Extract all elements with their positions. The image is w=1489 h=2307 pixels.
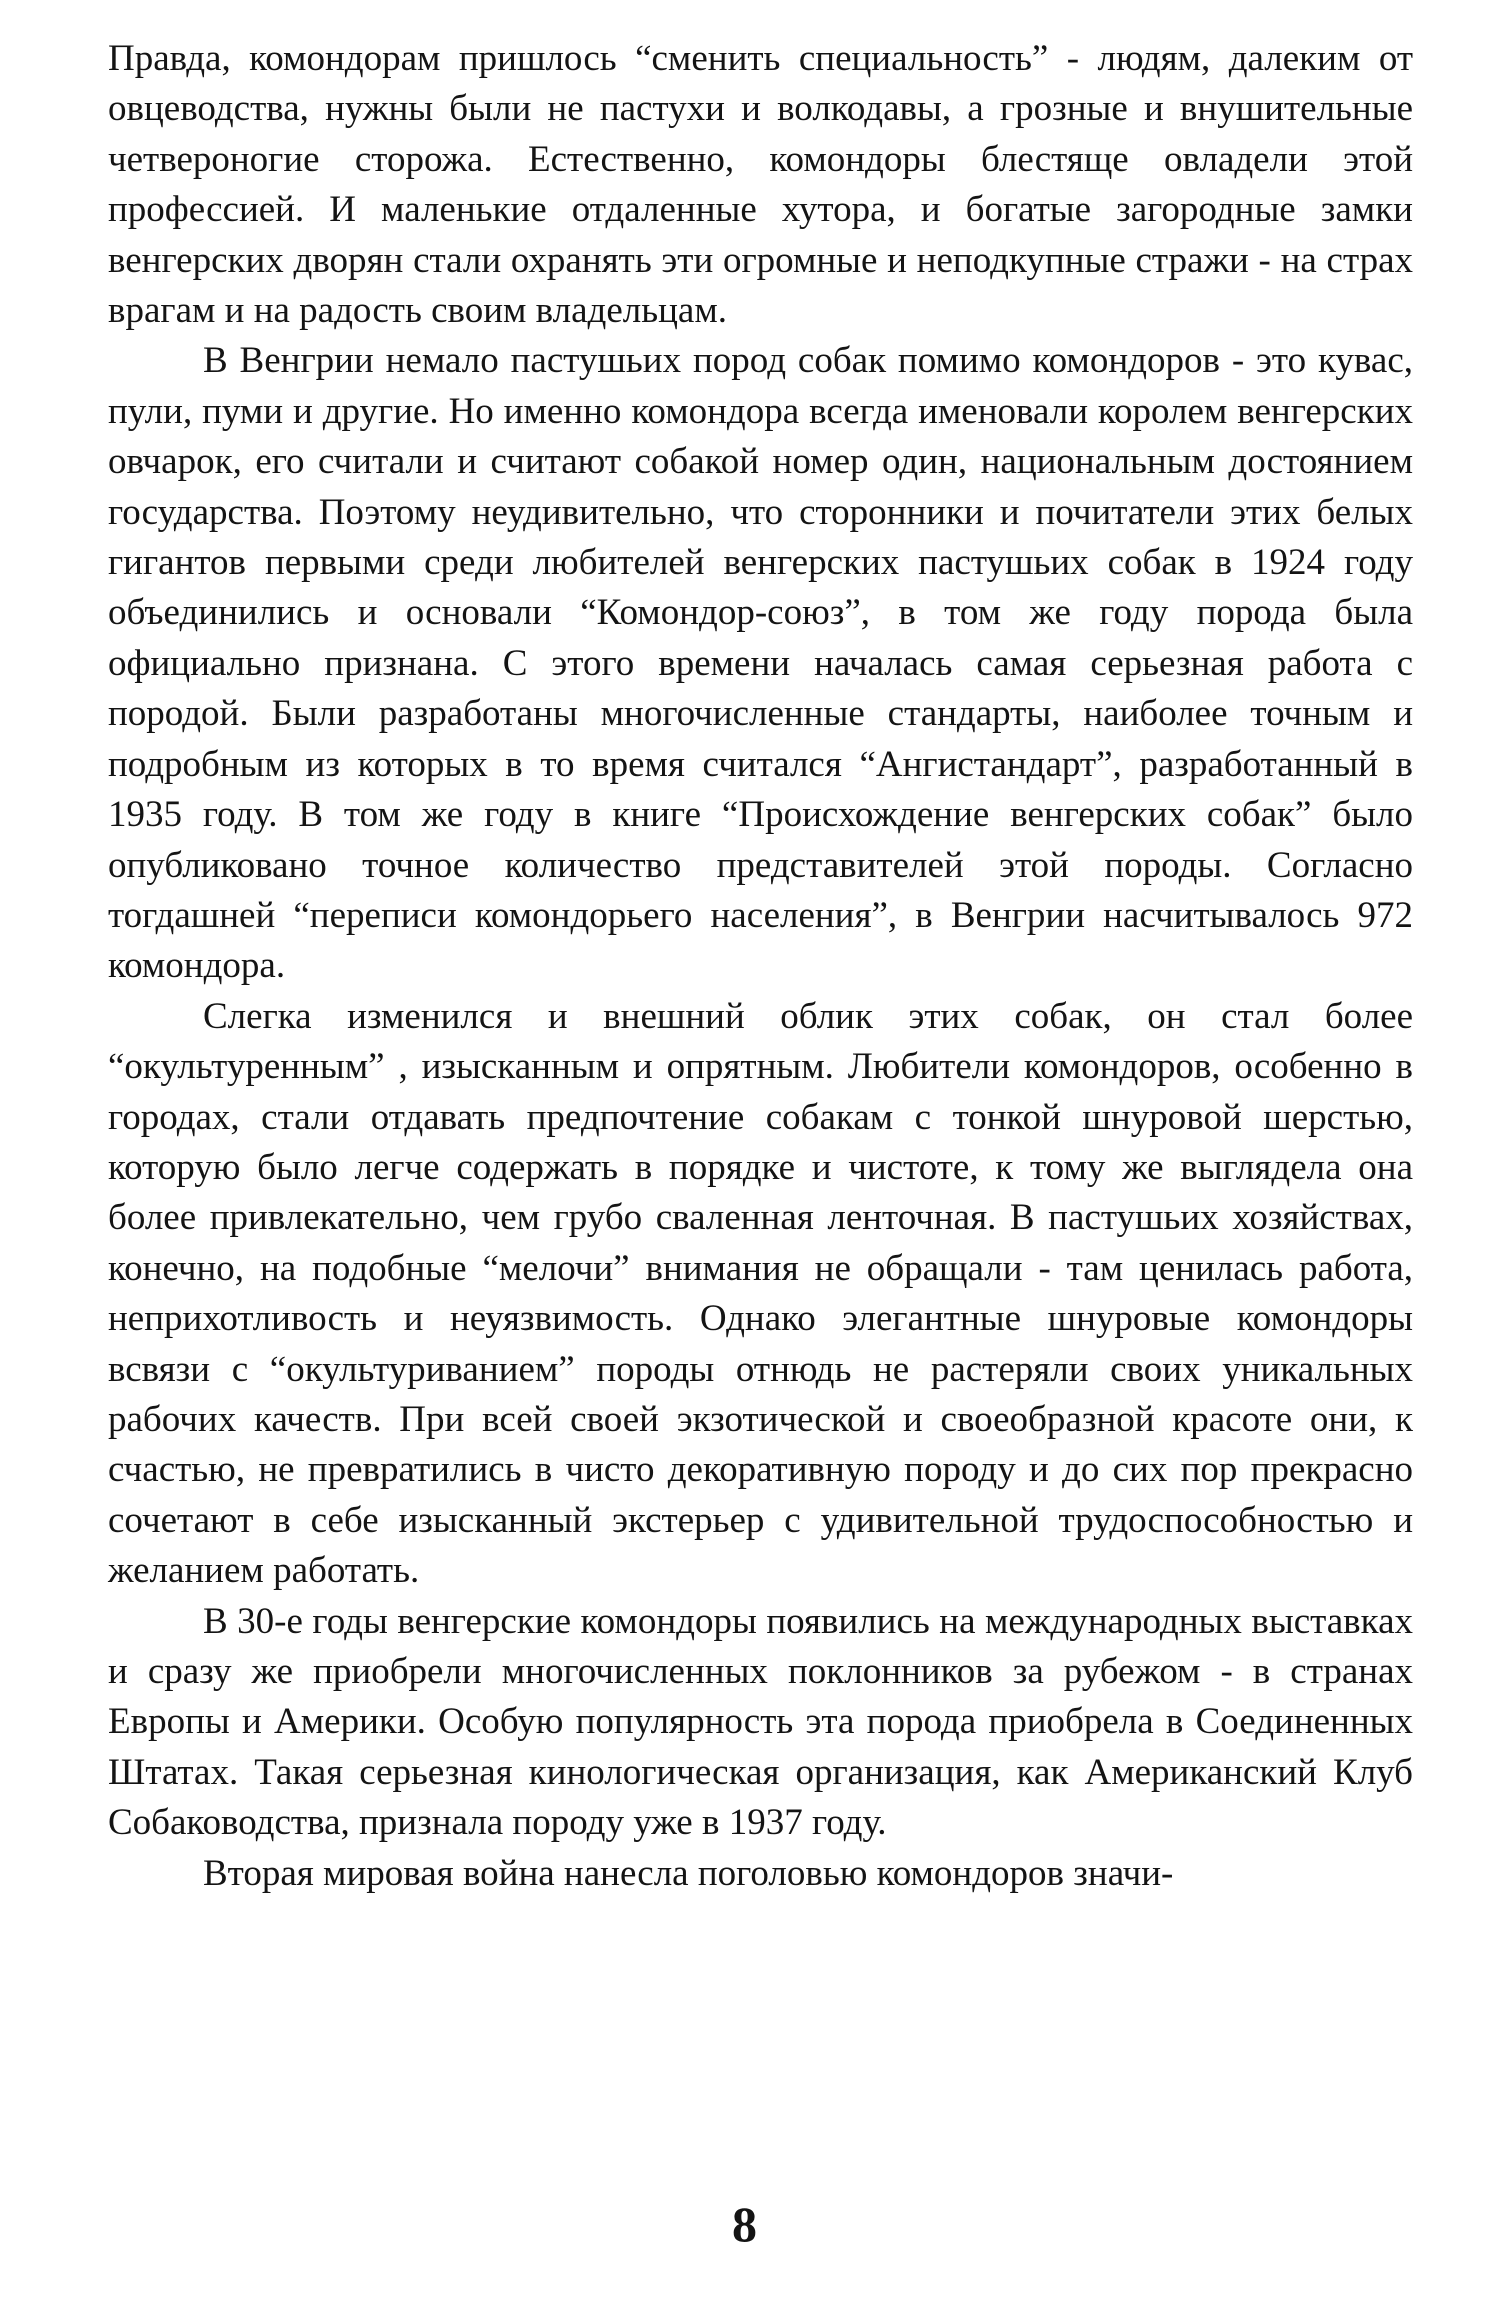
paragraph-5: Вторая мировая война нанесла поголовью комондоров значи- <box>203 1852 1174 1894</box>
paragraph-2: В Венгрии немало пастушьих пород собак помимо комондоров - это кувас, пули, пуми и другие. Но именно комондора всегда именовали королем венгерских овчарок, его считали и считают собакой номер один, национальным достоянием государства. Поэтому неудивительно, что сторонники и почитатели этих белых гигантов первыми среди любителей венгерских пастушьих собак в 1924 году объединились и основали “Комондор-союз”, в том же году порода была официально признана. С этого времени началась самая серьезная работа с породой. Были разработаны многочисленные стандарты, наиболее точным и подробным из которых в то время считался “Ангистандарт”, разработанный в 1935 году. В том же году в книге “Происхождение венгерских собак” было опубликовано точное количество представителей этой породы. Согласно тогдашней “переписи комондорьего населения”, в Венгрии насчитывалось 972 комондора. <box>108 340 1413 987</box>
paragraph-4: В 30-е годы венгерские комондоры появились на международных выставках и сразу же приобрели многочисленных поклонников за рубежом - в странах Европы и Америки. Особую популярность эта порода приобрела в Соединенных Штатах. Такая серьезная кинологическая организация, как Американский Клуб Собаководства, признала породу уже в 1937 году. <box>108 1600 1413 1844</box>
paragraph-1: Правда, комондорам пришлось “сменить специальность” - людям, далеким от овцеводства, нужны были не пастухи и волкодавы, а грозные и внушительные четвероногие сторожа. Естественно, комондоры блестяще овладели этой профессией. И маленькие отдаленные хутора, и богатые загородные замки венгерских дворян стали охранять эти огромные и неподкупные стражи - на страх врагам и на радость своим владельцам. <box>108 38 1413 332</box>
body-text <box>108 34 1413 1899</box>
paragraph-3: Слегка изменился и внешний облик этих собак, он стал более “окультуренным” , изысканным и опрятным. Любители комондоров, особенно в городах, стали отдавать предпочтение собакам с тонкой шнуровой шерстью, которую было легче содержать в порядке и чистоте, к тому же выглядела она более привлекательно, чем грубо сваленная ленточная. В пастушьих хозяйствах, конечно, на подобные “мелочи” внимания не обращали - там ценилась работа, неприхотливость и неуязвимость. Однако элегантные шнуровые комондоры всвязи с “окультуриванием” породы отнюдь не растеряли своих уникальных рабочих качеств. При всей своей экзотической и своеобразной красоте они, к счастью, не превратились в чисто декоративную породу и до сих пор прекрасно сочетают в себе изысканный экстерьер с удивительной трудоспособностью и желанием работать. <box>108 995 1413 1592</box>
page-number: 8 <box>732 2196 757 2252</box>
